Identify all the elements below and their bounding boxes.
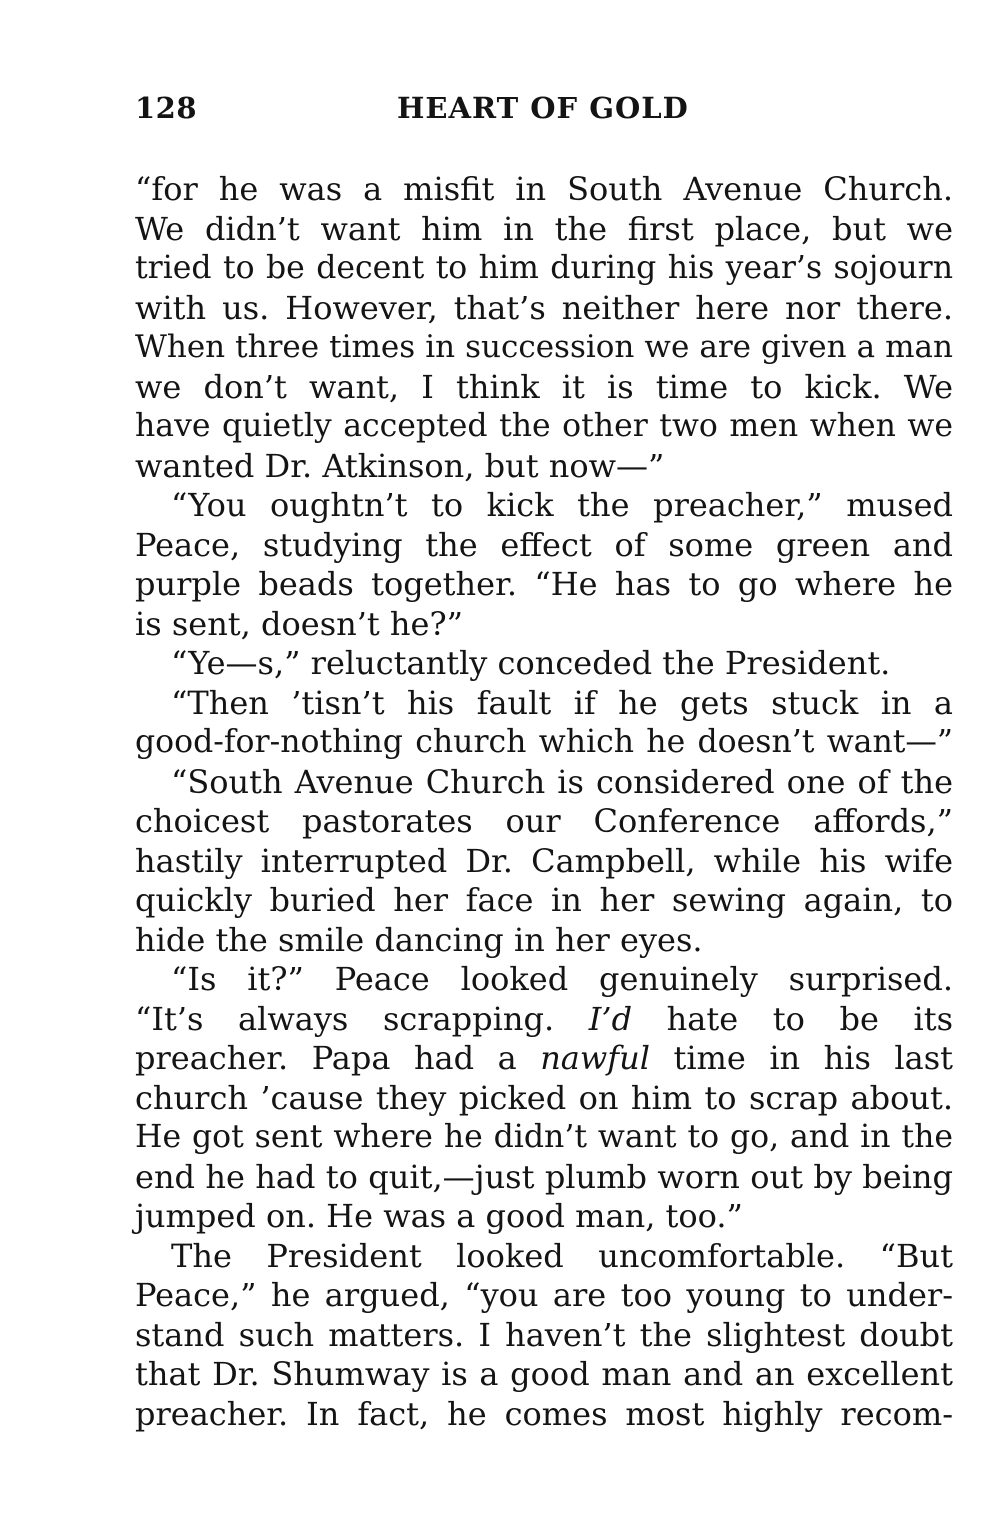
text-line: tried to be decent to him during his year’s sojourn bbox=[135, 250, 953, 286]
text-line: Peace, studying the effect of some green and bbox=[135, 525, 953, 564]
text-line: “Ye—s,” reluctantly conceded the President. bbox=[171, 644, 891, 682]
text-line-mixed bbox=[135, 1039, 953, 1079]
text-line: church ’cause they picked on him to scrap about. bbox=[135, 1078, 953, 1117]
text-run-italic: I’d bbox=[588, 999, 633, 1038]
text-run-italic: nawful bbox=[540, 1039, 650, 1077]
text-line: is sent, doesn’t he?” bbox=[135, 604, 463, 643]
text-line: have quietly accepted the other two men when we bbox=[135, 408, 953, 444]
text-line: good-for-nothing church which he doesn’t want—” bbox=[135, 724, 953, 760]
text-line: we don’t want, I think it is time to kick. We bbox=[135, 367, 953, 406]
text-run: hate to be its bbox=[666, 999, 954, 1038]
text-run: preacher. Papa had a bbox=[135, 1039, 517, 1077]
text-line: jumped on. He was a good man, too.” bbox=[135, 1197, 743, 1235]
text-line: “South Avenue Church is considered one of the bbox=[171, 762, 953, 801]
text-line: purple beads together. “He has to go where he bbox=[135, 565, 953, 603]
text-line: end he had to quit,—just plumb worn out by being bbox=[135, 1157, 953, 1196]
text-line: He got sent where he didn’t want to go, and in the bbox=[135, 1119, 953, 1155]
text-line-mixed bbox=[135, 1000, 953, 1040]
text-line: We didn’t want him in the first place, but we bbox=[135, 209, 953, 248]
text-line: “for he was a misfit in South Avenue Church. bbox=[135, 170, 953, 208]
text-line: “Is it?” Peace looked genuinely surprised. bbox=[171, 960, 953, 998]
running-title: HEART OF GOLD bbox=[397, 91, 689, 125]
text-line: The President looked uncomfortable. “But bbox=[171, 1236, 953, 1275]
text-run: time in his last bbox=[673, 1039, 954, 1077]
text-line: “You oughtn’t to kick the preacher,” mused bbox=[171, 486, 953, 524]
text-line: wanted Dr. Atkinson, but now—” bbox=[135, 446, 665, 485]
text-line: “Then ’tisn’t his fault if he gets stuck in a bbox=[171, 683, 953, 722]
text-line: When three times in succession we are given a man bbox=[135, 329, 953, 365]
running-header bbox=[135, 86, 955, 130]
text-line: hide the smile dancing in her eyes. bbox=[135, 920, 703, 959]
text-line: hastily interrupted Dr. Campbell, while his wife bbox=[135, 841, 953, 880]
text-run: “It’s always scrapping. bbox=[135, 999, 555, 1038]
text-line: preacher. In fact, he comes most highly recom- bbox=[135, 1394, 953, 1433]
text-line: stand such matters. I haven’t the slightest doubt bbox=[135, 1315, 953, 1354]
text-line: with us. However, that’s neither here nor there. bbox=[135, 288, 953, 327]
text-line: that Dr. Shumway is a good man and an excellent bbox=[135, 1355, 953, 1393]
text-line: quickly buried her face in her sewing again, to bbox=[135, 881, 953, 919]
text-line: choicest pastorates our Conference affords,” bbox=[135, 802, 953, 840]
text-line: Peace,” he argued, “you are too young to under- bbox=[135, 1276, 953, 1314]
body-text bbox=[135, 170, 953, 1434]
page-number: 128 bbox=[135, 91, 198, 125]
